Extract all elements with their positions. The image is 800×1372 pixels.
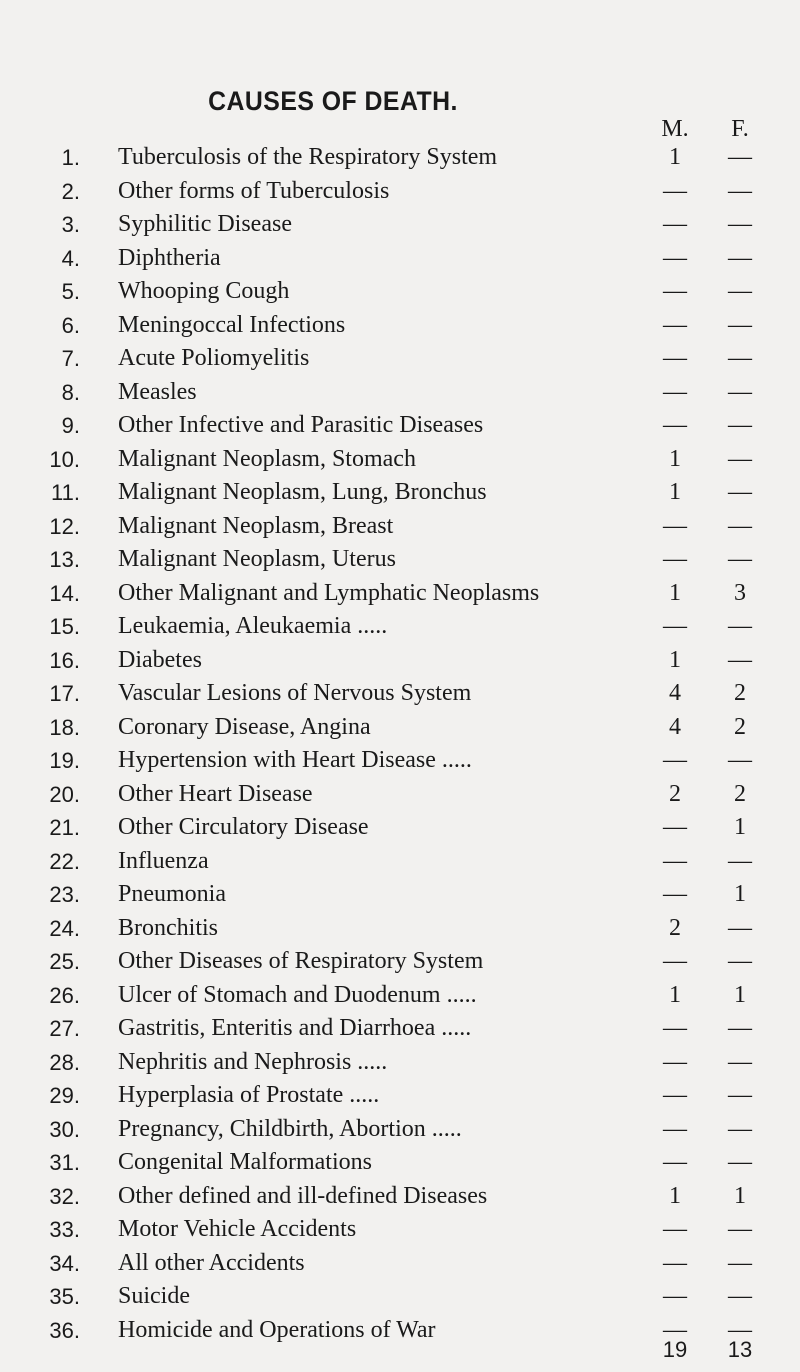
female-count: — xyxy=(728,613,752,639)
cause-label: Pneumonia xyxy=(118,881,226,907)
male-count: — xyxy=(663,378,687,405)
cause-label: Other forms of Tuberculosis xyxy=(118,177,390,204)
cause-label: Other Heart Disease xyxy=(118,780,313,807)
table-row xyxy=(0,711,800,745)
cause-label: Coronary Disease, Angina xyxy=(118,713,371,740)
cause-label: All other Accidents xyxy=(118,1249,305,1276)
cause-label: Nephritis and Nephrosis ..... xyxy=(118,1048,388,1075)
female-count: — xyxy=(728,1249,752,1276)
table-row xyxy=(0,409,800,443)
table-row xyxy=(0,175,800,209)
female-count: 2 xyxy=(734,780,746,807)
cause-label: Diabetes xyxy=(118,646,202,673)
row-number: 34. xyxy=(49,1250,80,1276)
cause-label: Malignant Neoplasm, Uterus xyxy=(118,546,396,572)
column-header-female: F. xyxy=(731,116,749,142)
male-count: — xyxy=(663,311,687,338)
table-row xyxy=(0,1180,800,1214)
row-number: 4. xyxy=(61,245,80,271)
causes-table xyxy=(0,141,800,1347)
row-number: 25. xyxy=(49,949,80,974)
table-row xyxy=(0,510,800,544)
female-count: — xyxy=(728,1149,752,1175)
row-number: 33. xyxy=(49,1217,80,1242)
row-number: 28. xyxy=(49,1049,80,1075)
cause-label: Other Circulatory Disease xyxy=(118,814,369,840)
female-count: — xyxy=(728,177,752,204)
cause-label: Whooping Cough xyxy=(118,278,290,304)
row-number: 21. xyxy=(49,815,80,840)
table-row xyxy=(0,878,800,912)
table-row xyxy=(0,242,800,276)
male-count: 4 xyxy=(669,713,681,740)
male-count: 1 xyxy=(669,646,681,673)
male-count: — xyxy=(663,177,687,204)
female-count: — xyxy=(728,412,752,438)
row-number: 3. xyxy=(61,212,80,237)
row-number: 7. xyxy=(61,346,80,371)
page-title: CAUSES OF DEATH. xyxy=(208,86,458,116)
female-count: — xyxy=(728,479,752,505)
male-count: — xyxy=(663,881,687,907)
male-count: — xyxy=(663,412,687,438)
row-number: 14. xyxy=(49,580,80,606)
male-count: 1 xyxy=(669,479,681,505)
table-row xyxy=(0,677,800,711)
female-count: 2 xyxy=(734,680,746,706)
table-row xyxy=(0,1280,800,1314)
table-row xyxy=(0,1079,800,1113)
row-number: 16. xyxy=(49,647,80,673)
row-number: 36. xyxy=(49,1317,80,1343)
cause-label: Motor Vehicle Accidents xyxy=(118,1216,357,1242)
male-count: 1 xyxy=(669,1182,681,1209)
row-number: 26. xyxy=(49,982,80,1008)
table-row xyxy=(0,543,800,577)
female-count: — xyxy=(728,747,752,773)
female-count: — xyxy=(728,1115,752,1142)
table-row xyxy=(0,443,800,477)
male-count: — xyxy=(663,512,687,539)
table-row xyxy=(0,577,800,611)
table-row xyxy=(0,1113,800,1147)
male-count: — xyxy=(663,244,687,271)
cause-label: Pregnancy, Childbirth, Abortion ..... xyxy=(118,1115,462,1142)
table-row xyxy=(0,376,800,410)
male-count: 1 xyxy=(669,579,681,606)
cause-label: Acute Poliomyelitis xyxy=(118,345,310,371)
table-row xyxy=(0,610,800,644)
table-row xyxy=(0,141,800,175)
female-count: — xyxy=(728,311,752,338)
cause-label: Tuberculosis of the Respiratory System xyxy=(118,144,498,170)
female-count: — xyxy=(728,1082,752,1108)
cause-label: Diphtheria xyxy=(118,244,221,271)
female-count: 2 xyxy=(734,713,746,740)
female-count: — xyxy=(728,512,752,539)
row-number: 30. xyxy=(49,1116,80,1142)
male-count: 2 xyxy=(669,914,681,941)
female-count: — xyxy=(728,847,752,874)
row-number: 24. xyxy=(49,915,80,941)
row-number: 9. xyxy=(61,413,80,438)
table-row xyxy=(0,979,800,1013)
row-number: 2. xyxy=(61,178,80,204)
male-count: — xyxy=(663,1048,687,1075)
female-count: — xyxy=(728,1015,752,1041)
female-count: — xyxy=(728,144,752,170)
female-count: — xyxy=(728,345,752,371)
cause-label: Measles xyxy=(118,378,197,405)
female-count: 1 xyxy=(734,881,746,907)
cause-label: Malignant Neoplasm, Stomach xyxy=(118,445,416,472)
female-count: — xyxy=(728,1316,752,1343)
row-number: 15. xyxy=(49,614,80,639)
cause-label: Malignant Neoplasm, Lung, Bronchus xyxy=(118,479,487,505)
female-count: — xyxy=(728,948,752,974)
table-row xyxy=(0,845,800,879)
row-number: 27. xyxy=(49,1016,80,1041)
cause-label: Other Infective and Parasitic Diseases xyxy=(118,412,484,438)
row-number: 5. xyxy=(61,279,80,304)
cause-label: Bronchitis xyxy=(118,914,218,941)
cause-label: Vascular Lesions of Nervous System xyxy=(118,680,472,706)
row-number: 18. xyxy=(49,714,80,740)
male-count: — xyxy=(663,1149,687,1175)
female-count: — xyxy=(728,378,752,405)
table-row xyxy=(0,778,800,812)
male-count: — xyxy=(663,747,687,773)
male-count: — xyxy=(663,1249,687,1276)
table-row xyxy=(0,342,800,376)
table-row xyxy=(0,744,800,778)
cause-label: Gastritis, Enteritis and Diarrhoea ..... xyxy=(118,1015,472,1041)
row-number: 35. xyxy=(49,1284,80,1309)
cause-label: Other Malignant and Lymphatic Neoplasms xyxy=(118,579,540,606)
row-number: 1. xyxy=(61,145,80,170)
cause-label: Hyperplasia of Prostate ..... xyxy=(118,1082,380,1108)
cause-label: Congenital Malformations xyxy=(118,1149,372,1175)
female-count: 1 xyxy=(734,981,746,1008)
male-count: — xyxy=(663,1283,687,1309)
male-count: — xyxy=(663,948,687,974)
table-row xyxy=(0,208,800,242)
female-count: — xyxy=(728,445,752,472)
male-count: — xyxy=(663,1082,687,1108)
cause-label: Syphilitic Disease xyxy=(118,211,292,237)
table-row xyxy=(0,1046,800,1080)
cause-label: Malignant Neoplasm, Breast xyxy=(118,512,394,539)
female-count: 1 xyxy=(734,1182,746,1209)
male-count: 1 xyxy=(669,981,681,1008)
table-row xyxy=(0,1012,800,1046)
female-count: — xyxy=(728,546,752,572)
row-number: 23. xyxy=(49,882,80,907)
cause-label: Influenza xyxy=(118,847,209,874)
table-row xyxy=(0,912,800,946)
female-count: — xyxy=(728,1283,752,1309)
table-row xyxy=(0,275,800,309)
table-row xyxy=(0,476,800,510)
table-row xyxy=(0,811,800,845)
female-count: — xyxy=(728,1216,752,1242)
table-row xyxy=(0,1213,800,1247)
cause-label: Other Diseases of Respiratory System xyxy=(118,948,484,974)
male-count: — xyxy=(663,1216,687,1242)
male-count: — xyxy=(663,211,687,237)
row-number: 8. xyxy=(61,379,80,405)
table-row xyxy=(0,1247,800,1281)
row-number: 17. xyxy=(49,681,80,706)
male-count: — xyxy=(663,1316,687,1343)
table-row xyxy=(0,309,800,343)
male-count: — xyxy=(663,345,687,371)
table-row xyxy=(0,644,800,678)
row-number: 10. xyxy=(49,446,80,472)
cause-label: Homicide and Operations of War xyxy=(118,1316,436,1343)
male-count: — xyxy=(663,847,687,874)
male-count: — xyxy=(663,1015,687,1041)
male-count: 1 xyxy=(669,445,681,472)
male-count: 4 xyxy=(669,680,681,706)
cause-label: Ulcer of Stomach and Duodenum ..... xyxy=(118,981,477,1008)
row-number: 13. xyxy=(49,547,80,572)
female-count: — xyxy=(728,914,752,941)
cause-label: Other defined and ill-defined Diseases xyxy=(118,1182,488,1209)
female-count: — xyxy=(728,244,752,271)
female-count: — xyxy=(728,1048,752,1075)
female-count: 3 xyxy=(734,579,746,606)
row-number: 6. xyxy=(61,312,80,338)
female-count: 1 xyxy=(734,814,746,840)
table-row xyxy=(0,1146,800,1180)
male-count: — xyxy=(663,1115,687,1142)
table-row xyxy=(0,945,800,979)
row-number: 11. xyxy=(51,480,80,505)
male-count: — xyxy=(663,278,687,304)
row-number: 31. xyxy=(49,1150,80,1175)
male-count: — xyxy=(663,613,687,639)
cause-label: Leukaemia, Aleukaemia ..... xyxy=(118,613,388,639)
male-count: 2 xyxy=(669,780,681,807)
row-number: 20. xyxy=(49,781,80,807)
female-count: — xyxy=(728,211,752,237)
total-female: 13 xyxy=(727,1337,753,1362)
female-count: — xyxy=(728,646,752,673)
male-count: 1 xyxy=(669,144,681,170)
row-number: 19. xyxy=(49,748,80,773)
cause-label: Suicide xyxy=(118,1283,190,1309)
row-number: 22. xyxy=(49,848,80,874)
cause-label: Meningoccal Infections xyxy=(118,311,346,338)
row-number: 29. xyxy=(49,1083,80,1108)
total-male: 19 xyxy=(662,1337,688,1362)
male-count: — xyxy=(663,814,687,840)
male-count: — xyxy=(663,546,687,572)
row-number: 32. xyxy=(49,1183,80,1209)
row-number: 12. xyxy=(49,513,80,539)
column-header-male: M. xyxy=(661,116,689,142)
female-count: — xyxy=(728,278,752,304)
cause-label: Hypertension with Heart Disease ..... xyxy=(118,747,472,773)
